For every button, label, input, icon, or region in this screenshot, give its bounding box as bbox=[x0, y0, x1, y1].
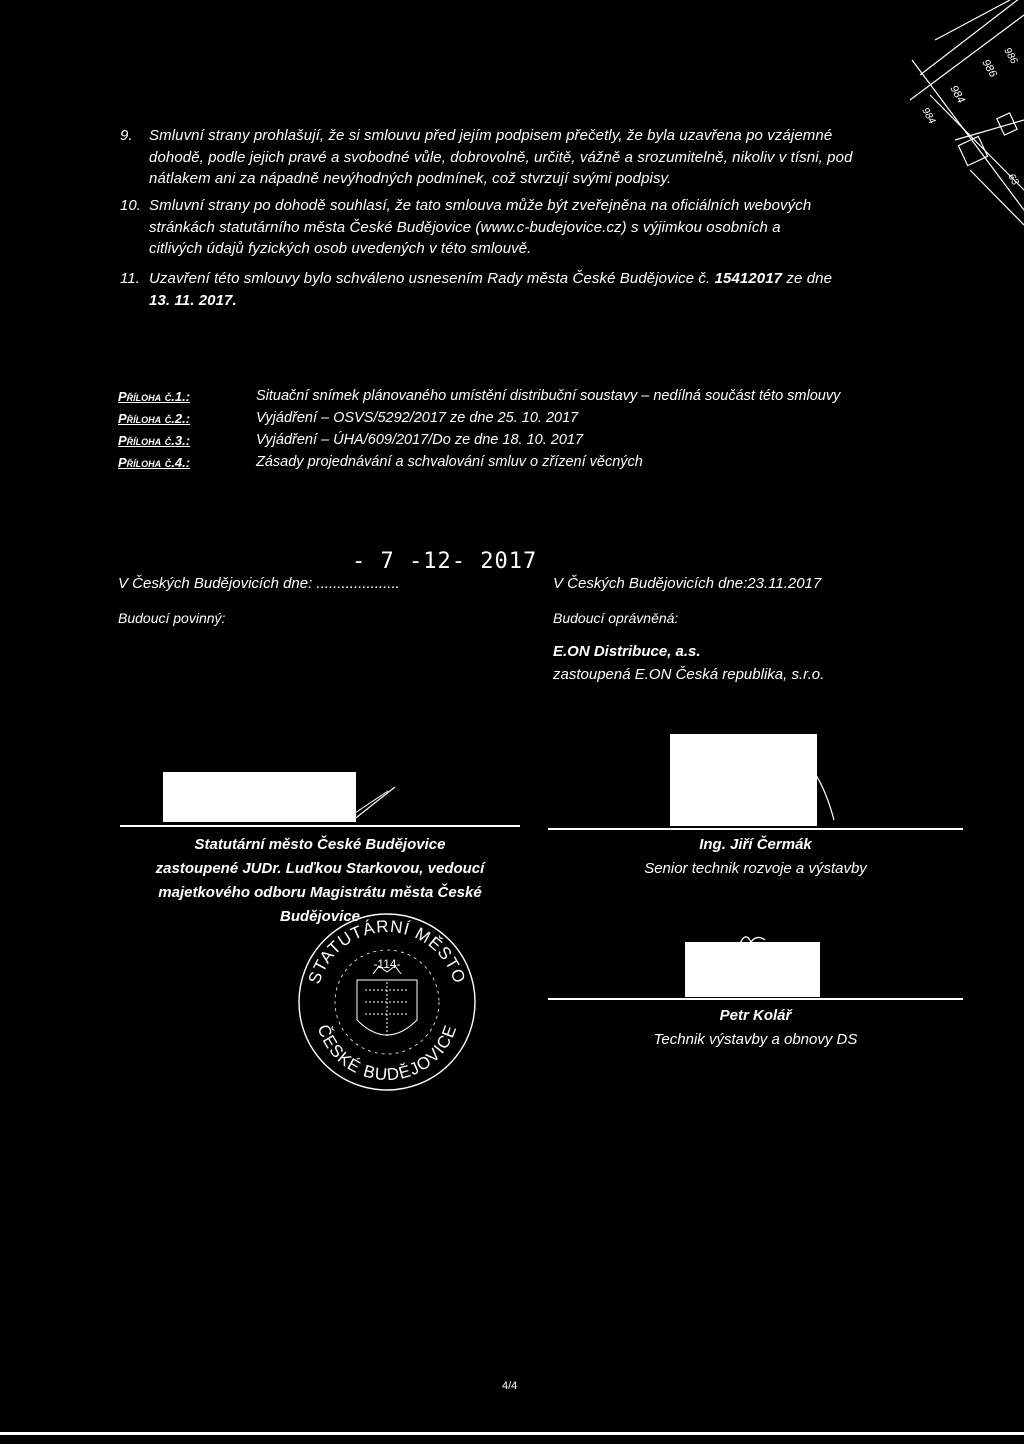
clause-number: 10. bbox=[120, 197, 141, 214]
attachment-text: Vyjádření – OSVS/5292/2017 ze dne 25. 10. 2017 bbox=[256, 410, 579, 426]
signature-line-left bbox=[120, 825, 520, 827]
company-representative: zastoupená E.ON Česká republika, s.r.o. bbox=[553, 666, 825, 683]
clause-line: Smluvní strany po dohodě souhlasí, že tato smlouva může být zveřejněna na oficiálních webových bbox=[149, 197, 812, 214]
clause-line: Smluvní strany prohlašují, že si smlouvu před jejím podpisem přečetly, že byla uzavřena po vzájemné bbox=[149, 127, 833, 144]
role-left: Budoucí povinný: bbox=[118, 610, 226, 626]
resolution-date: 13. 11. 2017. bbox=[149, 292, 237, 309]
clause-text bbox=[149, 195, 939, 260]
signatory-line: Statutární město České Budějovice bbox=[194, 836, 446, 853]
attachment-text: Vyjádření – ÚHA/609/2017/Do ze dne 18. 10. 2017 bbox=[256, 432, 584, 448]
attachment-text: Zásady projednávání a schvalování smluv o zřízení věcných bbox=[256, 454, 643, 470]
page-number: 4/4 bbox=[502, 1380, 518, 1392]
corner-number: 986 bbox=[1001, 46, 1020, 66]
clause-number: 9. bbox=[120, 127, 133, 144]
clause-line-text: Uzavření této smlouvy bylo schváleno usnesením Rady města České Budějovice č. bbox=[149, 270, 711, 287]
redacted-signature-box bbox=[670, 734, 817, 826]
clause-text bbox=[149, 125, 939, 190]
clause-line: dohodě, podle jejich pravé a svobodné vůle, dobrovolně, určitě, vážně a srozumitelně, nikoliv v tísni, pod bbox=[149, 148, 853, 166]
clause-line bbox=[149, 268, 939, 290]
signature-line-right bbox=[548, 828, 963, 830]
role-right: Budoucí oprávněná: bbox=[553, 610, 679, 626]
clause-number: 11. bbox=[120, 270, 140, 287]
corner-number: 63 bbox=[1005, 172, 1021, 188]
company-name: E.ON Distribuce, a.s. bbox=[553, 643, 701, 660]
signatory-line: Budějovice bbox=[279, 908, 361, 925]
signer2-name: Petr Kolář bbox=[719, 1007, 792, 1024]
official-seal bbox=[295, 910, 480, 1095]
signatory-line: majetkového odboru Magistrátu města České bbox=[158, 884, 482, 901]
clause-line: citlivých údajů fyzických osob uvedených v této smlouvě. bbox=[149, 240, 532, 257]
clause-line: stránkách statutárního města České Budějovice (www.c-budejovice.cz) s výjimkou osobních a bbox=[149, 218, 781, 236]
seal-number: -114- bbox=[373, 957, 401, 971]
handwritten-date-stamp: - 7 -12- 2017 bbox=[352, 549, 538, 574]
corner-number: 984 bbox=[919, 106, 938, 126]
seal-bottom-text: ČESKÉ BUDĚJOVICE bbox=[313, 1021, 461, 1085]
signature-stroke bbox=[812, 770, 842, 825]
clause-text bbox=[149, 268, 939, 290]
svg-text:STATUTÁRNÍ MĚSTO bbox=[305, 917, 470, 986]
footer-rule bbox=[0, 1432, 1024, 1435]
clause-line: nátlakem ani za nápadně nevýhodných podmínek, což stvrzují svými podpisy. bbox=[149, 170, 672, 187]
signature-stroke bbox=[350, 785, 400, 825]
signer1-name: Ing. Jiří Čermák bbox=[699, 836, 812, 853]
coat-of-arms-icon bbox=[357, 966, 417, 1038]
redacted-signature-box bbox=[685, 942, 820, 997]
attachment-label: Příloha č.2.: bbox=[118, 411, 191, 426]
corner-number: 984 bbox=[947, 83, 967, 106]
redacted-signature-box bbox=[163, 772, 356, 822]
attachment-label: Příloha č.3.: bbox=[118, 433, 191, 448]
attachment-label: Příloha č.1.: bbox=[118, 389, 191, 404]
attachment-label: Příloha č.4.: bbox=[118, 455, 191, 470]
clause-line-tail: ze dne bbox=[786, 270, 833, 287]
signer2-title: Technik výstavby a obnovy DS bbox=[653, 1031, 858, 1048]
signature-stroke bbox=[735, 928, 775, 948]
corner-number: 986 bbox=[979, 57, 999, 80]
place-date-left: V Českých Budějovicích dne: .................... bbox=[118, 575, 400, 592]
signatory-line: zastoupené JUDr. Luďkou Starkovou, vedoucí bbox=[155, 860, 485, 877]
attachment-text: Situační snímek plánovaného umístění distribuční soustavy – nedílná součást této smlouvy bbox=[256, 388, 841, 404]
signer1-title: Senior technik rozvoje a výstavby bbox=[644, 860, 867, 877]
signature-line-right-2 bbox=[548, 998, 963, 1000]
place-date-right: V Českých Budějovicích dne:23.11.2017 bbox=[553, 575, 822, 592]
resolution-number: 15412017 bbox=[714, 270, 783, 287]
seal-top-text: STATUTÁRNÍ MĚSTO bbox=[304, 916, 470, 987]
